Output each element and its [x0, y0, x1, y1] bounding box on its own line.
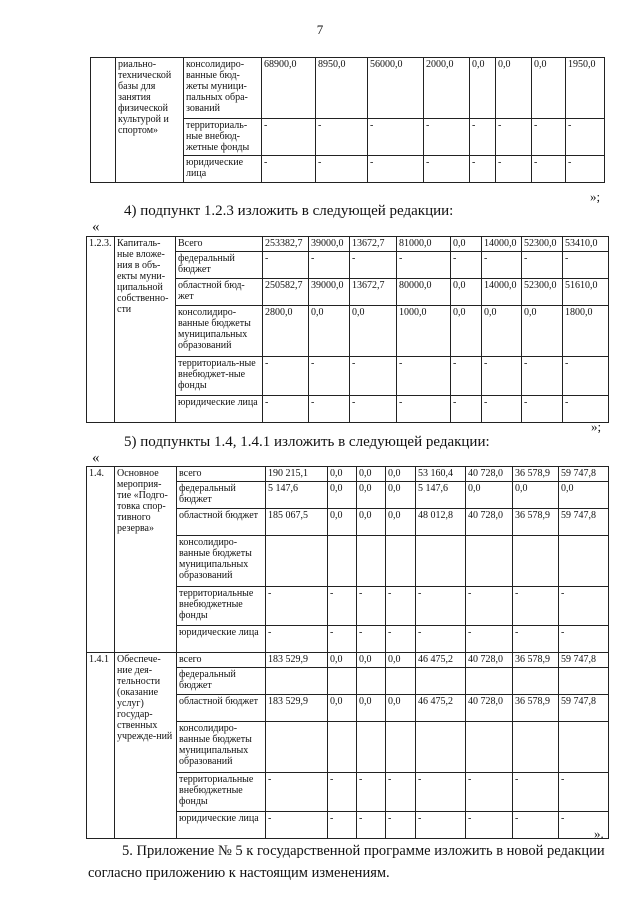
value-cell: -: [566, 156, 605, 183]
closing-quote-3: ».: [594, 826, 604, 841]
value-cell: [357, 722, 386, 773]
value-cell: -: [482, 396, 522, 423]
value-cell: -: [416, 812, 466, 839]
value-cell: -: [466, 773, 513, 812]
value-cell: -: [563, 252, 609, 279]
value-cell: [466, 536, 513, 587]
value-cell: 0,0: [470, 58, 496, 119]
value-cell: -: [309, 396, 350, 423]
value-cell: 1950,0: [566, 58, 605, 119]
value-cell: [559, 722, 609, 773]
source-label-cell: юридические лица: [177, 626, 266, 653]
value-cell: 39000,0: [309, 279, 350, 306]
value-cell: [266, 536, 328, 587]
value-cell: -: [466, 812, 513, 839]
value-cell: -: [522, 357, 563, 396]
value-cell: -: [328, 773, 357, 812]
value-cell: -: [566, 119, 605, 156]
value-cell: 53410,0: [563, 237, 609, 252]
value-cell: -: [466, 626, 513, 653]
value-cell: 46 475,2: [416, 653, 466, 668]
row-number-cell: 1.2.3.: [87, 237, 115, 423]
value-cell: 46 475,2: [416, 695, 466, 722]
table-2: [86, 236, 609, 423]
value-cell: -: [532, 119, 566, 156]
value-cell: [513, 668, 559, 695]
value-cell: 0,0: [328, 467, 357, 482]
final-paragraph: 5. Приложение № 5 к государственной программе изложить в новой редакции согласно приложению к настоящим изменениям.: [88, 843, 605, 881]
table-1: [90, 57, 605, 183]
value-cell: 36 578,9: [513, 653, 559, 668]
value-cell: -: [262, 119, 316, 156]
value-cell: -: [263, 357, 309, 396]
value-cell: -: [357, 626, 386, 653]
source-label-cell: всего: [177, 653, 266, 668]
value-cell: 14000,0: [482, 279, 522, 306]
value-cell: -: [559, 587, 609, 626]
value-cell: 40 728,0: [466, 653, 513, 668]
source-label-cell: Всего: [176, 237, 263, 252]
value-cell: 36 578,9: [513, 467, 559, 482]
source-label-cell: территориальные внебюджетные фонды: [177, 773, 266, 812]
value-cell: -: [482, 357, 522, 396]
table-3: [86, 466, 609, 839]
value-cell: [559, 536, 609, 587]
value-cell: [266, 668, 328, 695]
value-cell: 0,0: [482, 306, 522, 357]
value-cell: -: [559, 812, 609, 839]
value-cell: 253382,7: [263, 237, 309, 252]
value-cell: -: [559, 773, 609, 812]
source-label-cell: федеральный бюджет: [177, 482, 266, 509]
value-cell: 14000,0: [482, 237, 522, 252]
event-name-cell: риально-технической базы для занятия физической культурой и спортом»: [116, 58, 184, 183]
value-cell: 0,0: [357, 467, 386, 482]
value-cell: 39000,0: [309, 237, 350, 252]
value-cell: [416, 668, 466, 695]
value-cell: -: [513, 626, 559, 653]
value-cell: 68900,0: [262, 58, 316, 119]
value-cell: 8950,0: [316, 58, 368, 119]
table-row: [87, 467, 609, 482]
event-name-cell: Капиталь-ные вложе-ния в объ-екты муни-ципальной собственно-сти: [115, 237, 176, 423]
value-cell: [386, 722, 416, 773]
source-label-cell: юридические лица: [184, 156, 262, 183]
value-cell: -: [357, 812, 386, 839]
value-cell: 0,0: [309, 306, 350, 357]
value-cell: 2000,0: [424, 58, 470, 119]
value-cell: 0,0: [532, 58, 566, 119]
value-cell: -: [266, 626, 328, 653]
value-cell: -: [309, 252, 350, 279]
row-number-cell: 1.4.1: [87, 653, 115, 839]
value-cell: -: [397, 396, 451, 423]
value-cell: 0,0: [386, 467, 416, 482]
value-cell: [513, 722, 559, 773]
value-cell: 51610,0: [563, 279, 609, 306]
value-cell: 1000,0: [397, 306, 451, 357]
value-cell: [357, 536, 386, 587]
value-cell: 13672,7: [350, 237, 397, 252]
value-cell: 0,0: [328, 482, 357, 509]
value-cell: 40 728,0: [466, 509, 513, 536]
value-cell: 59 747,8: [559, 467, 609, 482]
value-cell: 0,0: [328, 695, 357, 722]
value-cell: -: [350, 357, 397, 396]
source-label-cell: юридические лица: [177, 812, 266, 839]
value-cell: [416, 722, 466, 773]
value-cell: 59 747,8: [559, 509, 609, 536]
value-cell: -: [266, 773, 328, 812]
row-number-cell: [91, 58, 116, 183]
value-cell: -: [424, 119, 470, 156]
value-cell: 59 747,8: [559, 695, 609, 722]
source-label-cell: консолидиро-ванные бюд-жеты муници-пальных обра-зований: [184, 58, 262, 119]
value-cell: 56000,0: [368, 58, 424, 119]
value-cell: 0,0: [451, 237, 482, 252]
source-label-cell: территориальные внебюджетные фонды: [177, 587, 266, 626]
value-cell: 0,0: [328, 509, 357, 536]
value-cell: -: [262, 156, 316, 183]
value-cell: -: [424, 156, 470, 183]
value-cell: -: [397, 357, 451, 396]
value-cell: -: [451, 252, 482, 279]
value-cell: -: [368, 156, 424, 183]
value-cell: 0,0: [466, 482, 513, 509]
value-cell: -: [368, 119, 424, 156]
value-cell: -: [386, 587, 416, 626]
value-cell: -: [266, 812, 328, 839]
value-cell: -: [466, 587, 513, 626]
event-name-cell: Основное мероприя-тие «Подго-товка спор-тивного резерва»: [115, 467, 177, 653]
value-cell: -: [309, 357, 350, 396]
value-cell: -: [522, 252, 563, 279]
value-cell: 0,0: [328, 653, 357, 668]
value-cell: [466, 668, 513, 695]
table-row: [91, 58, 605, 119]
value-cell: 40 728,0: [466, 467, 513, 482]
value-cell: 0,0: [357, 482, 386, 509]
value-cell: 0,0: [559, 482, 609, 509]
row-number-cell: 1.4.: [87, 467, 115, 653]
value-cell: 48 012,8: [416, 509, 466, 536]
table-row: [87, 653, 609, 668]
source-label-cell: областной бюджет: [177, 509, 266, 536]
page-number: 7: [316, 22, 324, 37]
value-cell: 5 147,6: [416, 482, 466, 509]
value-cell: 0,0: [451, 306, 482, 357]
value-cell: -: [263, 396, 309, 423]
value-cell: 13672,7: [350, 279, 397, 306]
paragraph-4: 4) подпункт 1.2.3 изложить в следующей редакции:: [124, 203, 454, 219]
value-cell: -: [470, 119, 496, 156]
source-label-cell: консолидиро-ванные бюджеты муниципальных образований: [177, 722, 266, 773]
value-cell: -: [451, 357, 482, 396]
value-cell: 36 578,9: [513, 695, 559, 722]
value-cell: 0,0: [357, 509, 386, 536]
value-cell: -: [328, 626, 357, 653]
value-cell: 0,0: [357, 653, 386, 668]
value-cell: 185 067,5: [266, 509, 328, 536]
source-label-cell: территориаль-ные внебюджет-ные фонды: [176, 357, 263, 396]
source-label-cell: областной бюд-жет: [176, 279, 263, 306]
value-cell: -: [263, 252, 309, 279]
value-cell: 1800,0: [563, 306, 609, 357]
value-cell: -: [559, 626, 609, 653]
value-cell: -: [386, 626, 416, 653]
value-cell: [416, 536, 466, 587]
value-cell: 80000,0: [397, 279, 451, 306]
value-cell: -: [513, 773, 559, 812]
value-cell: 0,0: [386, 482, 416, 509]
value-cell: 5 147,6: [266, 482, 328, 509]
opening-quote-3: «: [92, 450, 100, 466]
value-cell: -: [522, 396, 563, 423]
value-cell: -: [416, 773, 466, 812]
value-cell: -: [397, 252, 451, 279]
value-cell: [386, 536, 416, 587]
value-cell: 52300,0: [522, 237, 563, 252]
value-cell: -: [416, 587, 466, 626]
value-cell: 0,0: [496, 58, 532, 119]
source-label-cell: территориаль-ные внебюд-жетные фонды: [184, 119, 262, 156]
value-cell: -: [470, 156, 496, 183]
value-cell: 183 529,9: [266, 653, 328, 668]
value-cell: [357, 668, 386, 695]
value-cell: -: [532, 156, 566, 183]
value-cell: -: [416, 626, 466, 653]
value-cell: -: [350, 396, 397, 423]
value-cell: 0,0: [350, 306, 397, 357]
value-cell: [328, 722, 357, 773]
source-label-cell: всего: [177, 467, 266, 482]
value-cell: -: [266, 587, 328, 626]
value-cell: 0,0: [357, 695, 386, 722]
value-cell: 52300,0: [522, 279, 563, 306]
value-cell: 190 215,1: [266, 467, 328, 482]
value-cell: -: [316, 119, 368, 156]
value-cell: [513, 536, 559, 587]
value-cell: [266, 722, 328, 773]
value-cell: 0,0: [386, 695, 416, 722]
value-cell: -: [482, 252, 522, 279]
source-label-cell: консолидиро-ванные бюджеты муниципальных образований: [176, 306, 263, 357]
value-cell: 0,0: [386, 653, 416, 668]
value-cell: -: [386, 812, 416, 839]
value-cell: 0,0: [513, 482, 559, 509]
closing-quote-2: »;: [591, 419, 602, 434]
value-cell: -: [357, 773, 386, 812]
source-label-cell: консолидиро-ванные бюджеты муниципальных образований: [177, 536, 266, 587]
value-cell: 183 529,9: [266, 695, 328, 722]
value-cell: 0,0: [522, 306, 563, 357]
value-cell: 250582,7: [263, 279, 309, 306]
value-cell: [559, 668, 609, 695]
value-cell: -: [386, 773, 416, 812]
value-cell: -: [563, 357, 609, 396]
value-cell: 0,0: [451, 279, 482, 306]
value-cell: [466, 722, 513, 773]
opening-quote-2: «: [92, 219, 100, 235]
source-label-cell: юридические лица: [176, 396, 263, 423]
value-cell: 81000,0: [397, 237, 451, 252]
paragraph-5: 5) подпункты 1.4, 1.4.1 изложить в следующей редакции:: [124, 434, 490, 450]
event-name-cell: Обеспече-ние дея-тельности (оказание услуг) государ-ственных учрежде-ний: [115, 653, 177, 839]
value-cell: -: [350, 252, 397, 279]
value-cell: -: [496, 119, 532, 156]
closing-quote-1: »;: [590, 189, 601, 204]
value-cell: -: [513, 587, 559, 626]
source-label-cell: федеральный бюджет: [177, 668, 266, 695]
value-cell: [328, 536, 357, 587]
value-cell: 53 160,4: [416, 467, 466, 482]
value-cell: -: [496, 156, 532, 183]
value-cell: -: [357, 587, 386, 626]
value-cell: 0,0: [386, 509, 416, 536]
value-cell: [328, 668, 357, 695]
value-cell: -: [328, 812, 357, 839]
value-cell: -: [513, 812, 559, 839]
value-cell: [386, 668, 416, 695]
value-cell: 40 728,0: [466, 695, 513, 722]
value-cell: -: [451, 396, 482, 423]
value-cell: 2800,0: [263, 306, 309, 357]
value-cell: -: [328, 587, 357, 626]
value-cell: 59 747,8: [559, 653, 609, 668]
source-label-cell: областной бюджет: [177, 695, 266, 722]
value-cell: -: [316, 156, 368, 183]
value-cell: 36 578,9: [513, 509, 559, 536]
value-cell: -: [563, 396, 609, 423]
source-label-cell: федеральный бюджет: [176, 252, 263, 279]
table-row: [87, 237, 609, 252]
